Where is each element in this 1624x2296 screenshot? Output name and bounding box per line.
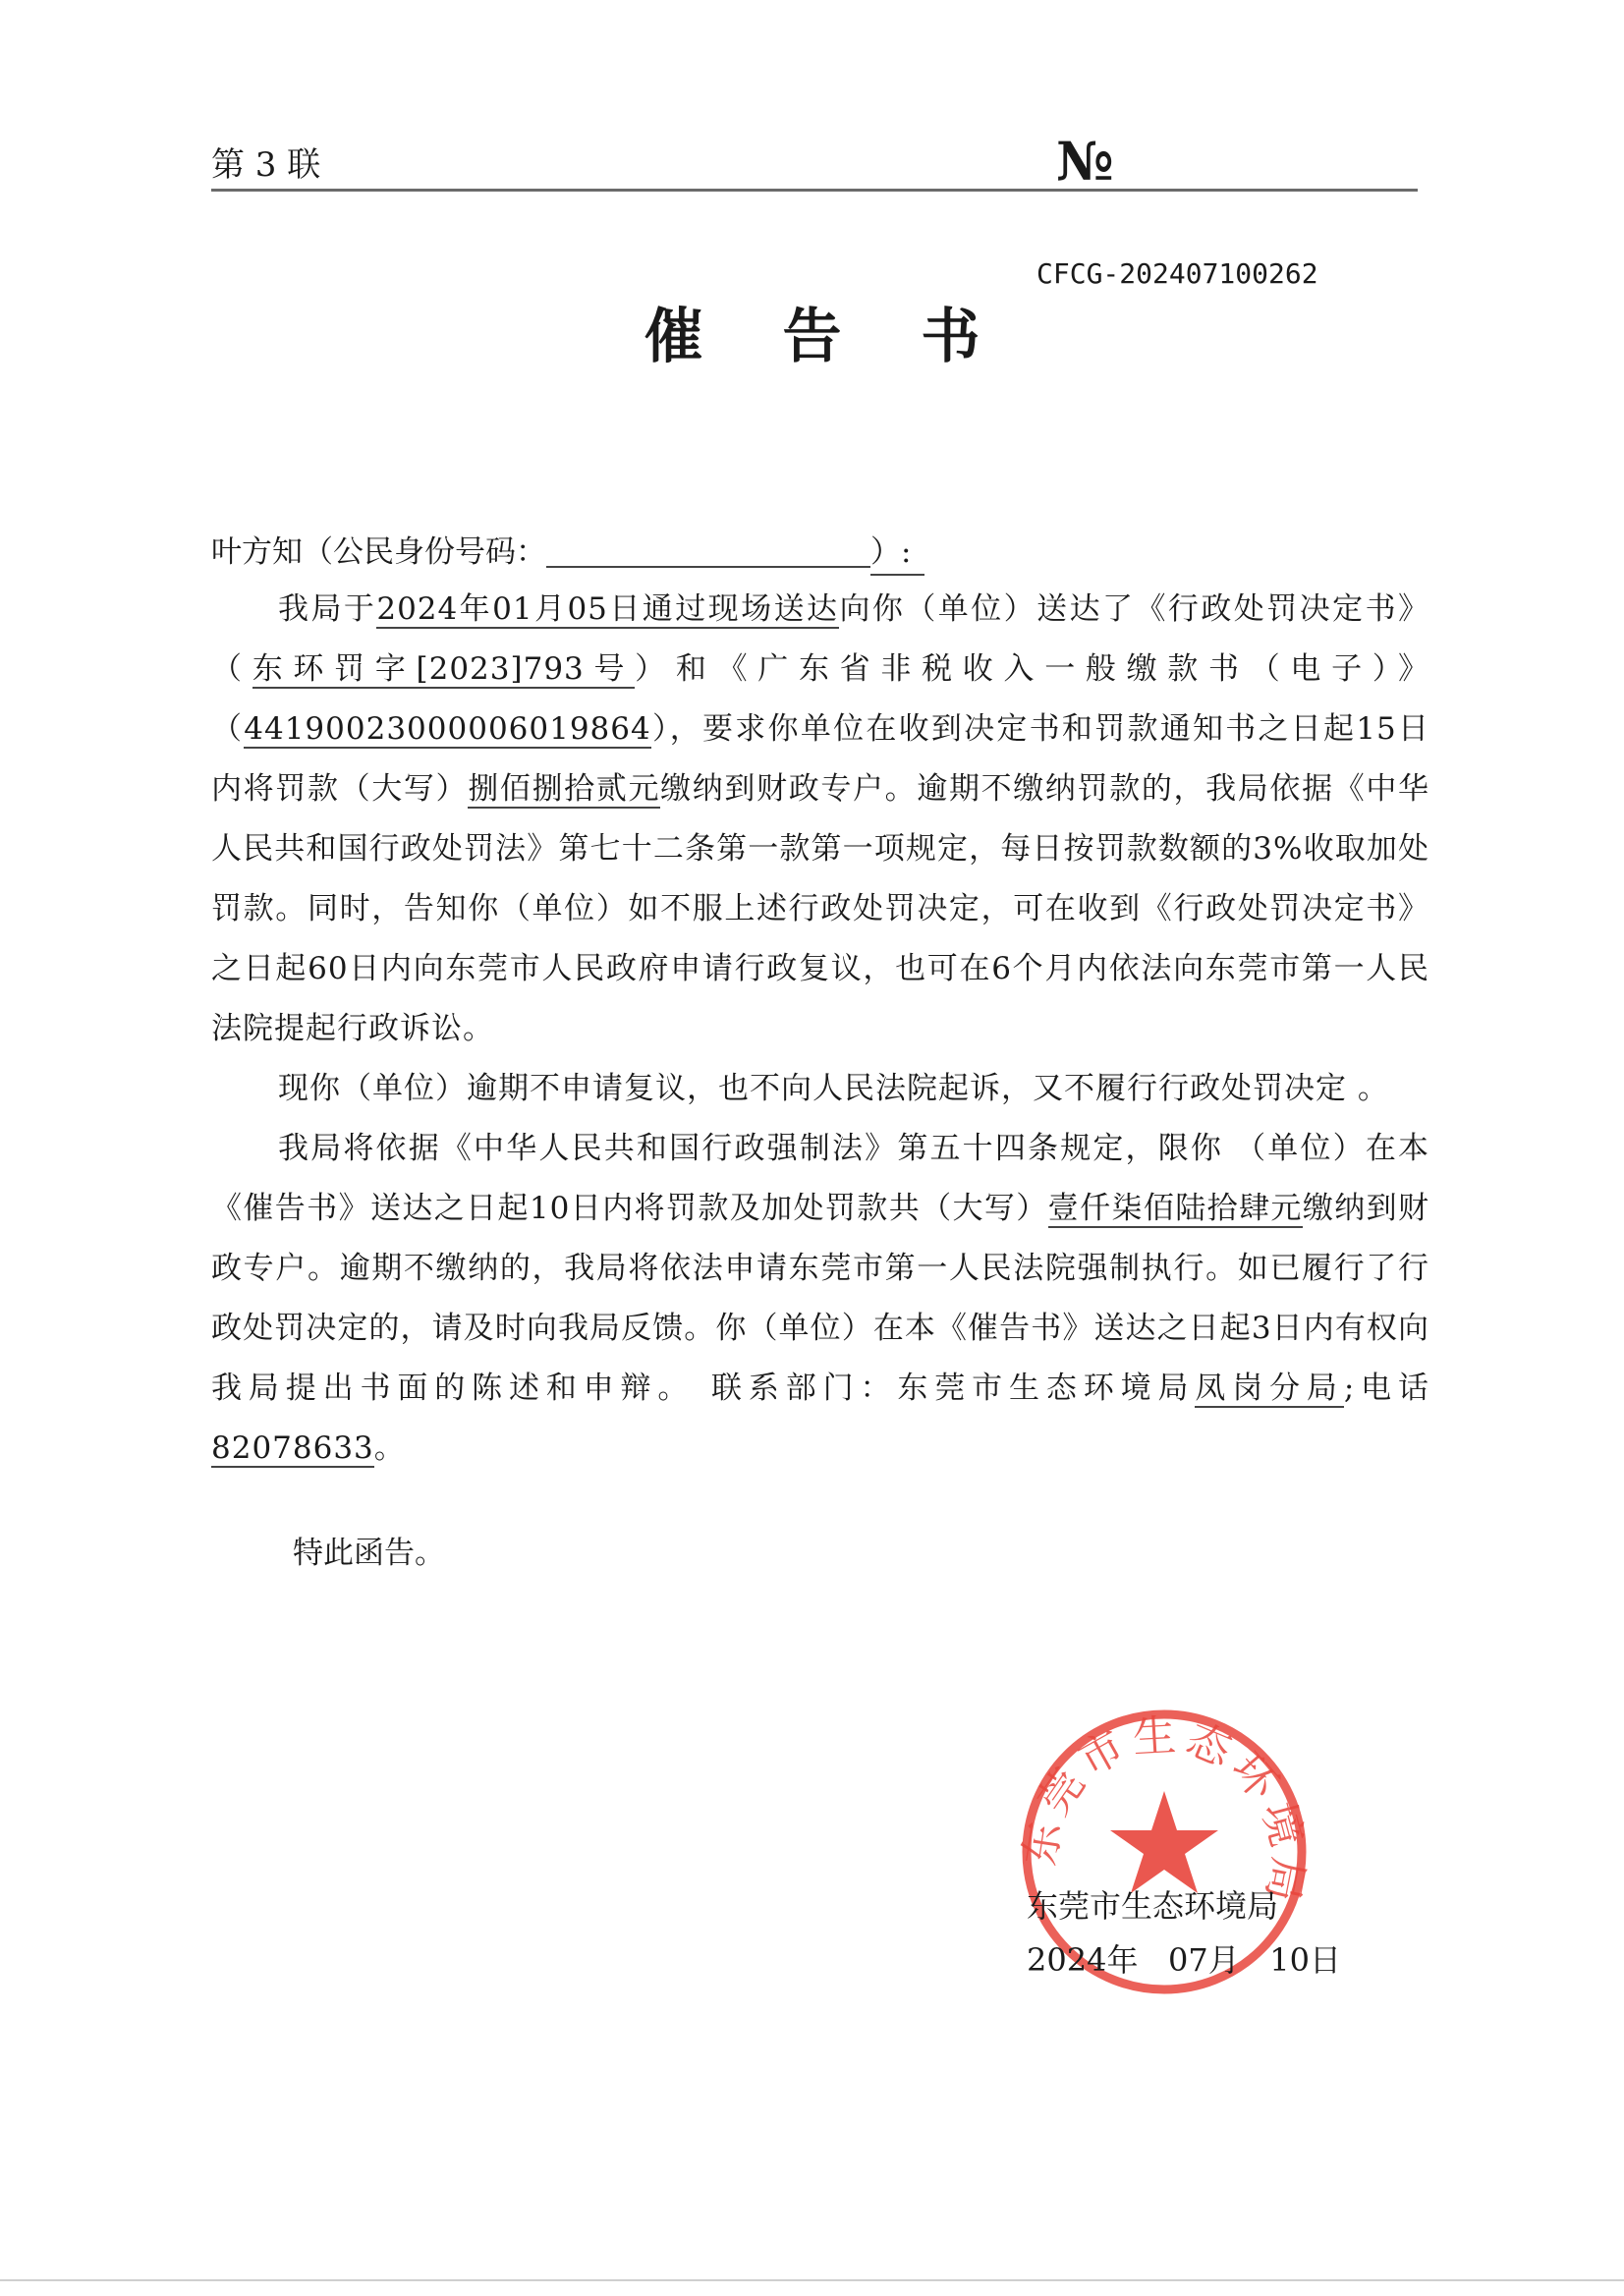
number-mark: № — [1056, 130, 1114, 193]
text-span: 向你（单位）送达了《行政处罚决定书》（ — [211, 591, 1430, 687]
date-day: 10 — [1269, 1941, 1310, 1979]
date-year: 2024 — [1027, 1941, 1107, 1979]
contact-department: 凤岗分局 — [1195, 1371, 1344, 1406]
addressee-tail: ）: — [870, 531, 924, 576]
text-span: ），要求你单位在收到决定书和罚款通知书之日起15日内将罚款（大写） — [211, 711, 1429, 807]
date-month-suffix: 月 — [1207, 1941, 1240, 1979]
signing-organization: 东莞市生态环境局 — [1027, 1887, 1279, 1925]
date-day-suffix: 日 — [1309, 1941, 1341, 1979]
total-amount: 壹仟柒佰陆拾肆元 — [1047, 1191, 1303, 1226]
date-month: 07 — [1167, 1941, 1208, 1979]
id-number-blank — [546, 534, 870, 568]
document-title: 催 告 书 — [644, 303, 1010, 371]
notice-body — [211, 580, 1429, 1479]
text-span: 缴纳到财政专户。逾期不缴纳罚款的，我局依据《中华人民共和国行政处罚法》第七十二条第一款第一项规定，每日按罚款数额的3%收取加处罚款。同时，告知你（单位）如不服上述行政处罚决定，可在收到《行政处罚决定书》之日起60日内向东莞市人民政府申请行政复议，也可在6个月内依法向东莞市第一人民法院提起行政诉讼。 — [211, 771, 1430, 1046]
copy-label: 第 3 联 — [211, 145, 321, 185]
svg-text:东莞市生态环境局: 东莞市生态环境局 — [1017, 1710, 1312, 1912]
text-span: 缴纳到财政专户。逾期不缴纳的，我局将依法申请东莞市第一人民法院强制执行。如已履行了行政处罚决定的，请及时向我局反馈。你（单位）在本《催告书》送达之日起3日内有权向我局提出书面的陈述和申辩。 联系部门：东莞市生态环境局 — [211, 1191, 1430, 1406]
document-code: CFCG-202407100262 — [1036, 257, 1318, 290]
text-span: 我局于 — [278, 591, 377, 627]
paragraph-1 — [211, 580, 1429, 1059]
paragraph-2: 现你（单位）逾期不申请复议，也不向人民法院起诉，又不履行行政处罚决定 。 — [278, 1071, 1389, 1106]
star-icon — [1110, 1791, 1218, 1893]
date-year-suffix: 年 — [1106, 1941, 1139, 1979]
scan-edge-line — [0, 2279, 1624, 2281]
addressee-name: 叶方知（公民身份号码： — [211, 534, 546, 570]
text-span: 。 — [373, 1430, 406, 1466]
text-span: 我局将依据《中华人民共和国行政强制法》第五十四条规定，限你 （单位）在本《催告书》送达之日起10日内将罚款及加处罚款共（大写） — [211, 1131, 1429, 1226]
addressee-line — [211, 531, 924, 576]
text-span: ）和《广东省非税收入一般缴款书（电子）》（ — [211, 651, 1430, 747]
closing-line: 特此函告。 — [293, 1536, 445, 1571]
header-rule — [211, 189, 1418, 192]
delivery-date: 2024年01月05日通过现场送达 — [376, 591, 840, 627]
payment-slip-number: 44190023000006019864 — [244, 711, 651, 747]
signing-date — [1027, 1935, 1341, 1981]
text-span: ;电话 — [1343, 1371, 1429, 1406]
paragraph-3 — [211, 1119, 1429, 1479]
decision-number: 东环罚字[2023]793号 — [252, 651, 636, 687]
contact-phone: 82078633 — [211, 1430, 374, 1466]
fine-amount: 捌佰捌拾贰元 — [468, 771, 661, 807]
